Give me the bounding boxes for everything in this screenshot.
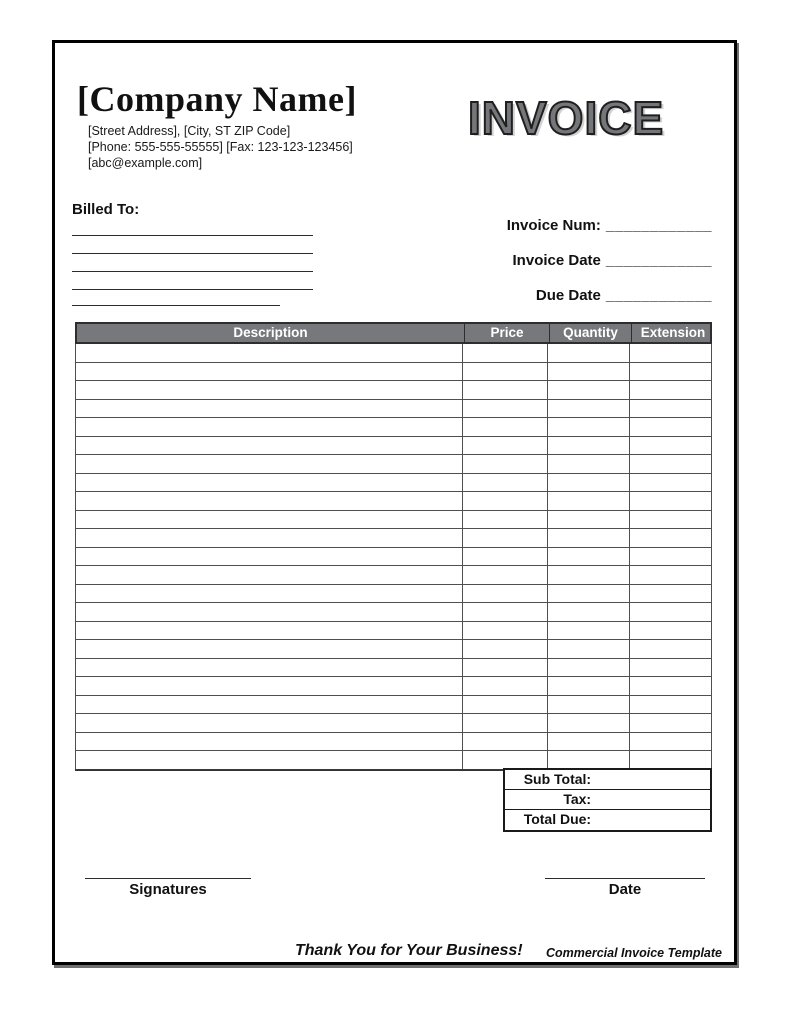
table-row	[75, 548, 712, 567]
subtotal-value	[591, 770, 710, 789]
due-date-field	[536, 287, 712, 304]
signature-blank-line	[85, 871, 251, 879]
table-cell	[75, 400, 463, 418]
column-header-extension: Extension	[640, 325, 706, 340]
table-row	[75, 492, 712, 511]
table-row	[75, 566, 712, 585]
table-cell	[75, 381, 463, 399]
table-header-row	[75, 322, 712, 344]
table-cell	[75, 585, 463, 603]
thank-you-message: Thank You for Your Business!	[295, 942, 523, 959]
table-row	[75, 733, 712, 752]
table-cell	[463, 733, 548, 751]
billed-to-blank-line	[72, 305, 280, 306]
table-cell	[630, 437, 712, 455]
date-block	[545, 871, 705, 898]
table-cell	[548, 474, 630, 492]
table-cell	[548, 511, 630, 529]
table-row	[75, 511, 712, 530]
table-cell	[463, 474, 548, 492]
billed-to-blank-line	[72, 289, 313, 290]
table-cell	[75, 640, 463, 658]
column-header-quantity: Quantity	[550, 324, 632, 342]
table-cell	[75, 659, 463, 677]
table-cell	[548, 751, 630, 769]
table-body	[75, 344, 712, 771]
company-phone-fax: [Phone: 555-555-55555] [Fax: 123-123-123456]	[88, 140, 353, 154]
invoice-date-blank: ____________	[605, 252, 712, 269]
table-row	[75, 529, 712, 548]
table-cell	[548, 548, 630, 566]
billed-to-blank-line	[72, 253, 313, 254]
company-address-block	[88, 123, 353, 171]
table-cell	[630, 714, 712, 732]
table-cell	[630, 511, 712, 529]
table-cell	[75, 696, 463, 714]
total-due-value	[591, 810, 710, 830]
table-cell	[548, 363, 630, 381]
table-cell	[630, 381, 712, 399]
invoice-number-label: Invoice Num:	[506, 217, 601, 234]
table-cell	[630, 677, 712, 695]
table-cell	[75, 511, 463, 529]
table-row	[75, 696, 712, 715]
table-cell	[630, 529, 712, 547]
table-cell	[630, 640, 712, 658]
table-cell	[548, 677, 630, 695]
invoice-date-field	[513, 252, 712, 269]
table-cell	[75, 344, 463, 362]
table-cell	[548, 492, 630, 510]
table-cell	[463, 418, 548, 436]
table-row	[75, 659, 712, 678]
table-cell	[463, 640, 548, 658]
table-row	[75, 418, 712, 437]
date-label: Date	[608, 881, 642, 898]
due-date-blank: ____________	[605, 287, 712, 304]
page-border-frame	[52, 40, 737, 965]
table-cell	[75, 603, 463, 621]
table-cell	[630, 659, 712, 677]
table-cell	[463, 344, 548, 362]
table-cell	[548, 400, 630, 418]
table-cell	[630, 622, 712, 640]
table-cell	[75, 714, 463, 732]
table-cell	[75, 751, 463, 769]
table-row	[75, 603, 712, 622]
signatures-label: Signatures	[129, 881, 207, 898]
table-cell	[75, 529, 463, 547]
table-cell	[75, 733, 463, 751]
table-cell	[463, 548, 548, 566]
table-cell	[463, 437, 548, 455]
date-blank-line	[545, 871, 705, 879]
table-cell	[630, 474, 712, 492]
table-cell	[75, 566, 463, 584]
table-cell	[548, 603, 630, 621]
table-cell	[630, 344, 712, 362]
table-cell	[75, 548, 463, 566]
table-cell	[548, 585, 630, 603]
table-cell	[548, 418, 630, 436]
billed-to-blank-line	[72, 235, 313, 236]
table-cell	[548, 733, 630, 751]
table-cell	[630, 733, 712, 751]
table-cell	[630, 751, 712, 769]
invoice-title: INVOICE	[468, 92, 665, 144]
subtotal-row	[505, 770, 710, 790]
table-cell	[630, 548, 712, 566]
table-cell	[630, 603, 712, 621]
table-row	[75, 455, 712, 474]
due-date-label: Due Date	[535, 287, 601, 304]
table-cell	[463, 529, 548, 547]
table-cell	[463, 400, 548, 418]
invoice-number-field	[507, 217, 712, 234]
table-cell	[548, 696, 630, 714]
table-cell	[548, 714, 630, 732]
table-cell	[463, 603, 548, 621]
table-cell	[548, 640, 630, 658]
table-cell	[463, 381, 548, 399]
table-cell	[548, 622, 630, 640]
table-cell	[463, 566, 548, 584]
table-row	[75, 400, 712, 419]
table-cell	[75, 437, 463, 455]
table-cell	[630, 696, 712, 714]
template-name-label: Commercial Invoice Template	[546, 946, 722, 960]
table-cell	[548, 344, 630, 362]
table-cell	[548, 659, 630, 677]
company-name: [Company Name]	[77, 79, 357, 119]
tax-label: Tax:	[563, 791, 592, 807]
table-cell	[463, 585, 548, 603]
table-cell	[463, 677, 548, 695]
table-row	[75, 381, 712, 400]
table-row	[75, 622, 712, 641]
table-cell	[75, 474, 463, 492]
table-row	[75, 344, 712, 363]
table-cell	[75, 363, 463, 381]
table-cell	[463, 492, 548, 510]
table-cell	[630, 363, 712, 381]
table-cell	[75, 455, 463, 473]
billed-to-label: Billed To:	[72, 201, 140, 218]
signature-block	[85, 871, 251, 898]
table-cell	[548, 381, 630, 399]
table-cell	[463, 363, 548, 381]
table-row	[75, 363, 712, 382]
table-row	[75, 751, 712, 770]
table-cell	[463, 659, 548, 677]
table-cell	[630, 418, 712, 436]
billed-to-blank-line	[72, 271, 313, 272]
table-cell	[630, 492, 712, 510]
table-row	[75, 714, 712, 733]
table-cell	[548, 455, 630, 473]
invoice-date-label: Invoice Date	[512, 252, 601, 269]
table-row	[75, 437, 712, 456]
totals-box	[503, 768, 712, 832]
table-cell	[463, 696, 548, 714]
table-cell	[463, 751, 548, 769]
company-street-address: [Street Address], [City, ST ZIP Code]	[88, 124, 291, 138]
table-cell	[463, 455, 548, 473]
table-cell	[630, 400, 712, 418]
table-row	[75, 474, 712, 493]
total-due-row	[505, 810, 710, 830]
table-cell	[630, 566, 712, 584]
table-cell	[75, 418, 463, 436]
line-items-table	[75, 322, 712, 771]
tax-value	[591, 790, 710, 809]
table-cell	[548, 529, 630, 547]
table-cell	[463, 622, 548, 640]
table-cell	[548, 566, 630, 584]
invoice-number-blank: ____________	[605, 217, 712, 234]
tax-row	[505, 790, 710, 810]
table-cell	[548, 437, 630, 455]
table-cell	[630, 455, 712, 473]
table-cell	[75, 677, 463, 695]
table-cell	[75, 492, 463, 510]
table-cell	[463, 511, 548, 529]
column-header-description: Description	[77, 324, 465, 342]
table-row	[75, 640, 712, 659]
table-row	[75, 677, 712, 696]
table-cell	[75, 622, 463, 640]
table-row	[75, 585, 712, 604]
company-email: [abc@example.com]	[88, 156, 203, 170]
subtotal-label: Sub Total:	[523, 771, 592, 787]
table-cell	[463, 714, 548, 732]
total-due-label: Total Due:	[523, 811, 592, 827]
table-cell	[630, 585, 712, 603]
column-header-price: Price	[465, 324, 550, 342]
